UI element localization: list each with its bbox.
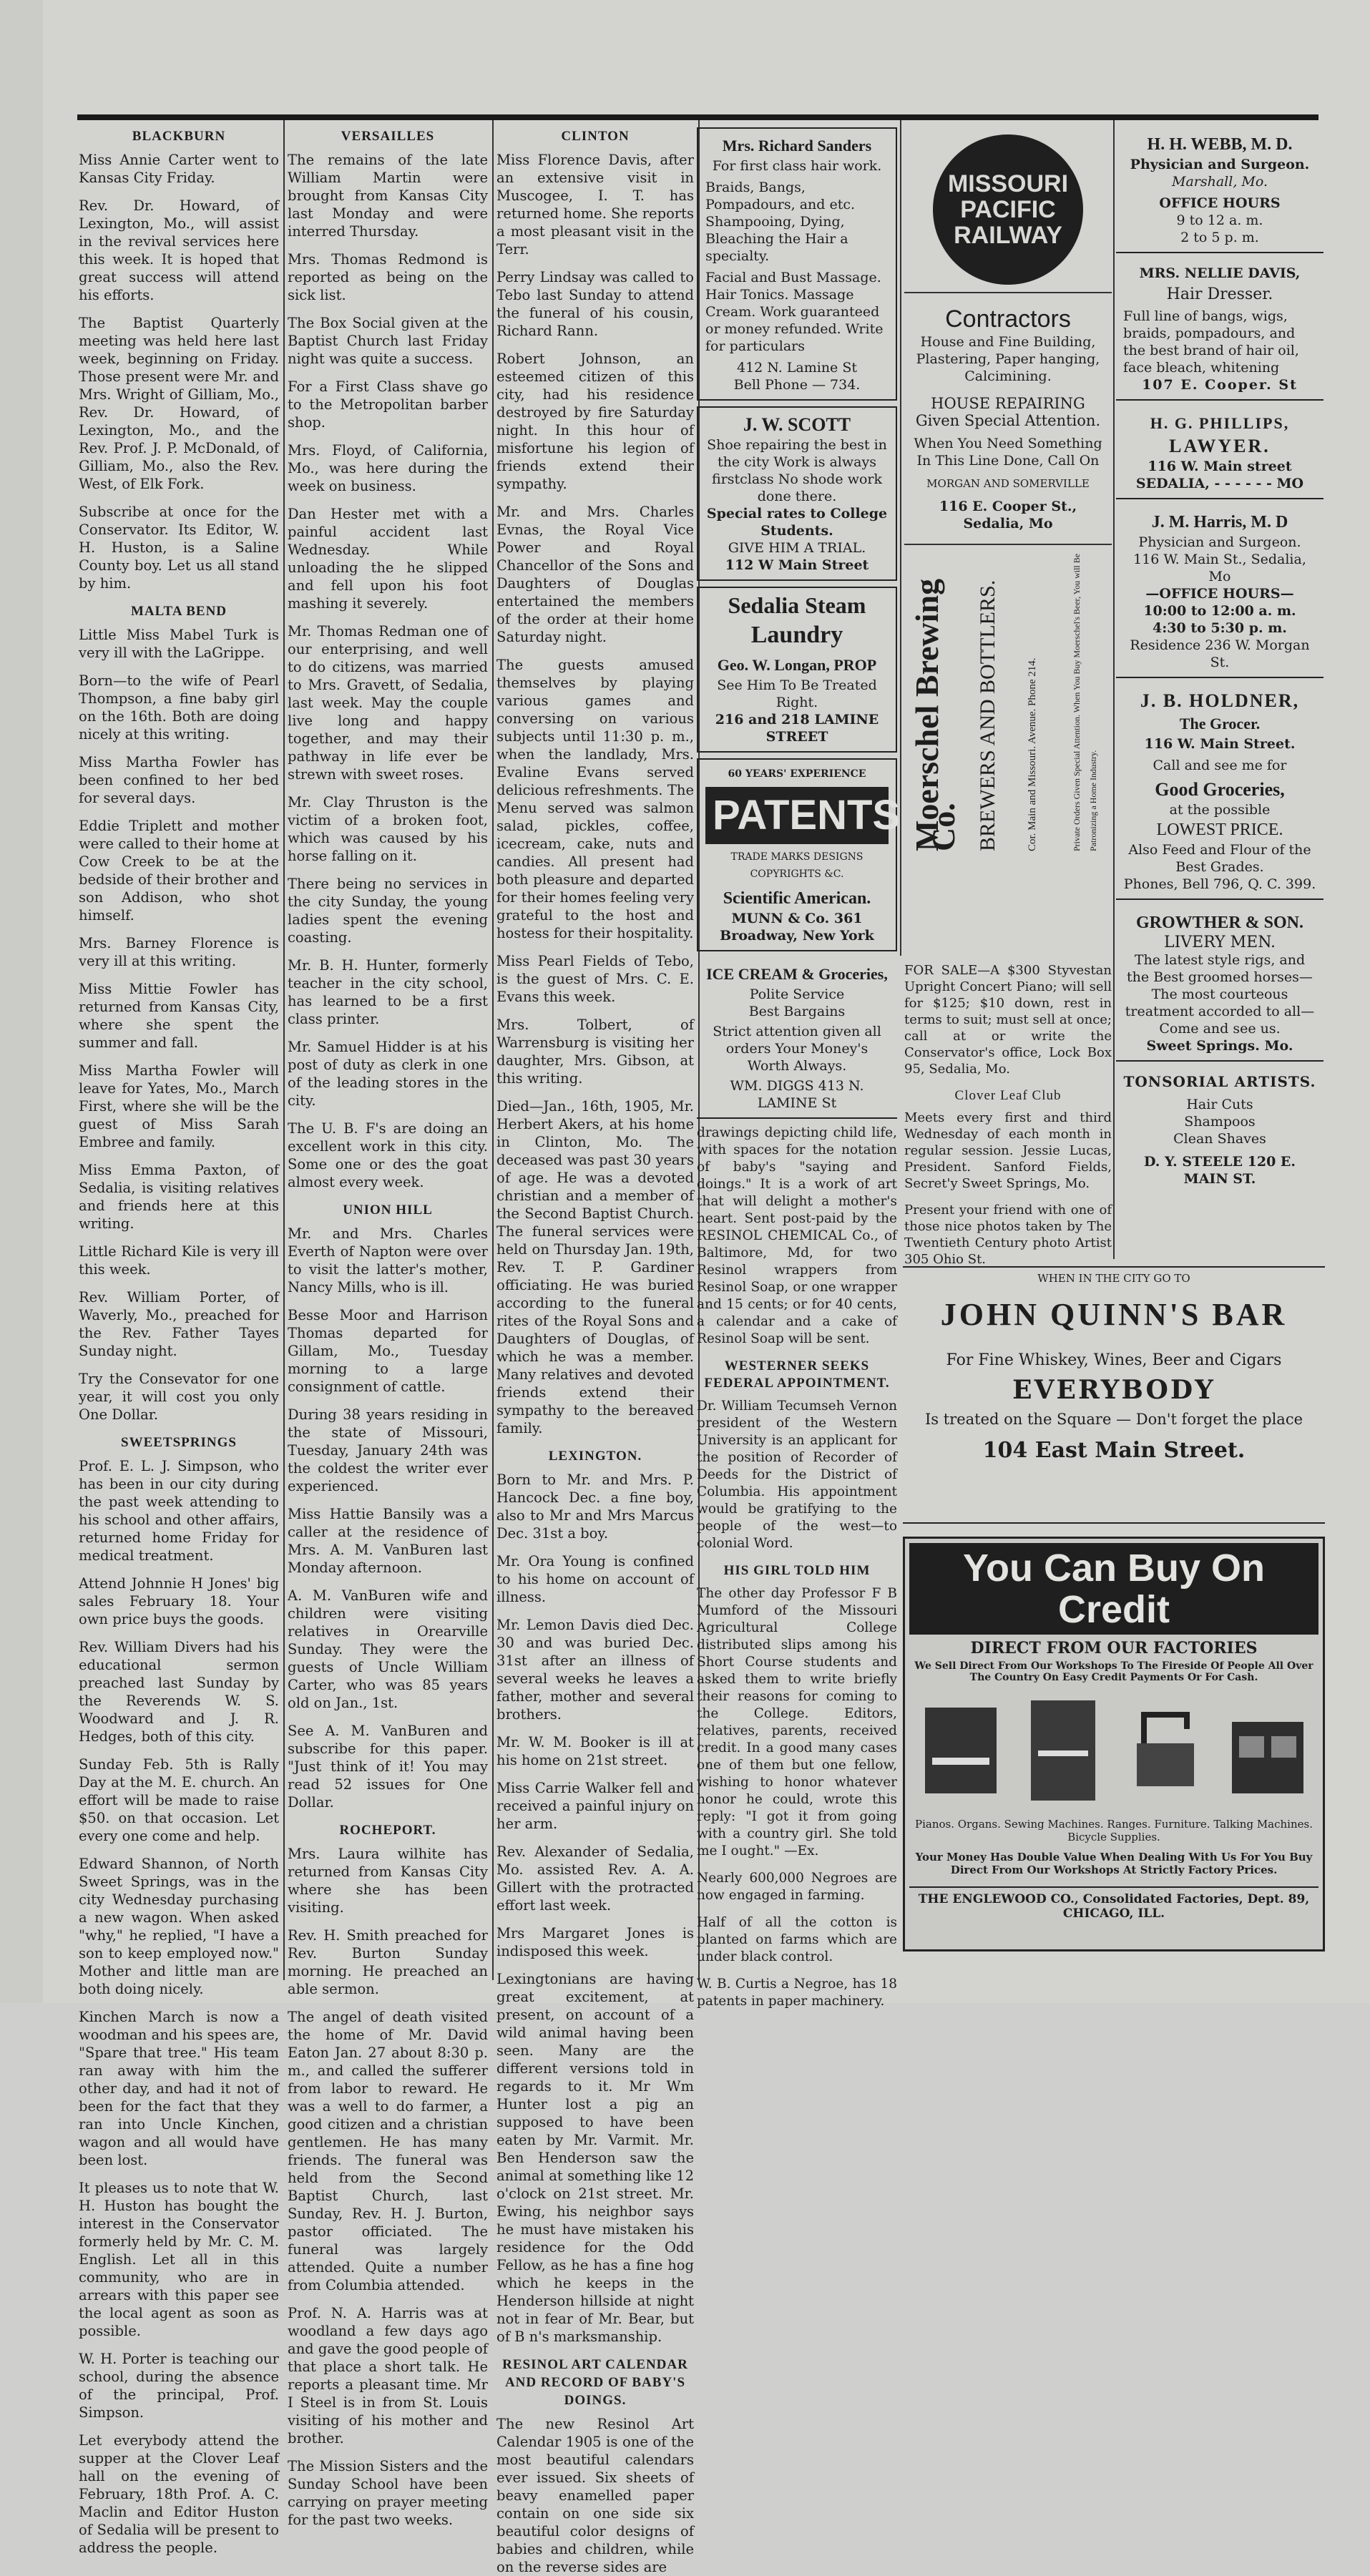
ad-text: For Fine Whiskey, Wines, Beer and Cigars <box>946 1351 1282 1369</box>
article-paragraph: Miss Mittie Fowler has returned from Kansas City, where she spent the summer and fall. <box>79 981 279 1051</box>
heading-union-hill: UNION HILL <box>343 1203 433 1218</box>
article-paragraph: Miss Martha Fowler has been confined to her bed for several days. <box>79 754 279 806</box>
article-paragraph: Eddie Triplett and mother were called to their home at Cow Creek to be at the bedside of their brother and son Addison, who shot himself. <box>79 818 279 924</box>
article-paragraph: Little Richard Kile is very ill this week. <box>79 1243 279 1278</box>
page-margin <box>0 0 43 2003</box>
article-paragraph: Miss Pearl Fields of Tebo, is the guest of Mrs. C. E. Evans this week. <box>496 953 694 1005</box>
article-paragraph: Miss Emma Paxton, of Sedalia, is visiting relatives and friends here at this writing. <box>79 1162 279 1232</box>
article-paragraph: W. H. Porter is teaching our school, during the absence of the principal, Prof. Simpson. <box>79 2351 279 2421</box>
article-paragraph: It pleases us to note that W. H. Huston has bought the interest in the Conservator formerly held by Mr. C. M. English. Let all in this community, who are in arrears with this paper see the local agent as soon as possible. <box>79 2180 279 2339</box>
divider <box>904 544 1112 545</box>
article-paragraph: Mr. and Mrs. Charles Everth of Napton were over to visit the latter's mother, Nancy Mills, who is ill. <box>288 1225 488 1296</box>
ad-text: Your Money Has Double Value When Dealing With Us For You Buy Direct From Our Workshops At Strictly Factory Prices. <box>915 1851 1313 1876</box>
heading-malta-bend: MALTA BEND <box>130 604 227 619</box>
ad-text: Polite Service <box>749 986 845 1002</box>
heading-resinol-calendar: RESINOL ART CALENDAR AND RECORD OF BABY'S DOINGS. <box>502 2357 688 2408</box>
article-paragraph: Died—Jan., 16th, 1905, Mr. Herbert Akers, at his home in Clinton, Mo. The deceased was past 30 years of age. He was a devoted christian and a member of the Second Baptist Church. The funeral services were held on Thursday Jan. 19th, Rev. T. P. Gardiner officiating. He was buried according to the funeral rites of the Royal Sons and Daughters of Douglas, of which he was a member. Many relatives and devoted friends extend their sympathy to the bereaved family. <box>496 1098 694 1436</box>
article-paragraph: W. B. Curtis a Negroe, has 18 patents in paper machinery. <box>697 1977 897 2009</box>
ad-text: Is treated on the Square — Don't forget the place <box>924 1411 1303 1428</box>
ad-text: Physician and Surgeon. <box>1138 534 1301 550</box>
ad-text: 2 to 5 p. m. <box>1180 230 1259 245</box>
article-paragraph: Attend Johnnie H Jones' big sales February 18. Your own price buys the goods. <box>79 1575 279 1627</box>
ad-text: Hair Cuts <box>1186 1097 1253 1112</box>
heading-clover-leaf: Clover Leaf Club <box>954 1088 1062 1103</box>
ad-text: Also Feed and Flour of the Best Grades. <box>1128 842 1311 875</box>
article-paragraph: During 38 years residing in the state of Missouri, Tuesday, January 24th was the coldest the writer ever experienced. <box>288 1406 488 1494</box>
ad-text: THE ENGLEWOOD CO., Consolidated Factories, Dept. 89, CHICAGO, ILL. <box>909 1886 1318 1921</box>
ad-title: H. H. WEBB, M. D. <box>1147 135 1293 154</box>
ad-text: LIVERY MEN. <box>1163 934 1276 951</box>
ad-text: Best Bargains <box>748 1004 846 1019</box>
ad-text: Phones, Bell 796, Q. C. 399. <box>1123 876 1316 892</box>
article-paragraph: Rev. H. Smith preached for Rev. Burton Sunday morning. He preached an able sermon. <box>288 1927 488 1997</box>
article-paragraph: Try the Consevator for one year, it will cost you only One Dollar. <box>79 1371 279 1423</box>
ad-text: Physician and Surgeon. <box>1130 157 1310 172</box>
ad-text: We Sell Direct From Our Workshops To The Fireside Of People All Over The Country On Easy Credit Payments Or For Cash. <box>914 1660 1313 1683</box>
heading-his-girl: HIS GIRL TOLD HIM <box>723 1563 871 1578</box>
article-paragraph: Rev. Dr. Howard, of Lexington, Mo., will assist in the revival services here this week. It is hoped that great success will attend his efforts. <box>79 197 279 303</box>
ad-text: Pianos. Organs. Sewing Machines. Ranges. Furniture. Talking Machines. Bicycle Supplies. <box>914 1818 1313 1843</box>
article-paragraph: Kinchen March is now a woodman and his spees are, "Spare that tree." His team ran away with him the other day, and had it not of been for the fact that they ran into Uncle Kinchen, wagon and all would have been lost. <box>79 2009 279 2168</box>
ad-text: 104 East Main Street. <box>982 1438 1246 1463</box>
article-paragraph: Mrs. Laura wilhite has returned from Kansas City where she has been visiting. <box>288 1846 488 1916</box>
article-paragraph: Present your friend with one of those nice photos taken by The Twentieth Century photo Artist 305 Ohio St. <box>904 1203 1112 1267</box>
ad-title: Contractors <box>945 305 1071 333</box>
column-6 <box>1116 127 1323 1265</box>
article-paragraph: The remains of the late William Martin were brought from Kansas City last Monday and were interred Thursday. <box>288 152 488 240</box>
ad-title: Moerschel Brewing Co. <box>908 578 962 851</box>
ad-text: Bell Phone — 734. <box>733 377 861 393</box>
ad-contractors <box>904 299 1112 538</box>
ad-text: WHEN IN THE CITY GO TO <box>1037 1272 1190 1285</box>
ad-webb <box>1116 127 1323 253</box>
ad-text: D. Y. STEELE 120 E. MAIN ST. <box>1143 1154 1296 1187</box>
article-paragraph: Mr. Clay Thruston is the victim of a broken foot, which was caused by his horse falling on it. <box>288 794 488 864</box>
column-3 <box>496 127 694 2575</box>
ad-text: 4:30 to 5:30 p. m. <box>1153 620 1287 636</box>
ad-text: Scientific American. <box>723 889 871 908</box>
ad-text: MORGAN AND SOMERVILLE <box>926 477 1090 490</box>
article-paragraph: Prof. E. L. J. Simpson, who has been in our city during the past week attending to his school and other affairs, returned home Friday for medical treatment. <box>79 1458 279 1564</box>
organ-icon <box>1020 1693 1106 1808</box>
article-paragraph: Miss Hattie Bansily was a caller at the residence of Mrs. A. M. VanBuren last Monday afternoon. <box>288 1506 488 1576</box>
article-paragraph: Subscribe at once for the Conservator. Its Editor, W. H. Huston, is a Saline County boy. Let us all stand by him. <box>79 504 279 592</box>
column-5 <box>904 127 1112 971</box>
article-paragraph: Lexingtonians are having great excitement, at present, on account of a wild animal having been seen. Many are the different versions told in regards to it. Mr Wm Hunter lost a pig an supposed to have been eaten by Mr. Varmit. Mr. Ben Henderson saw the animal at something like 12 o'clock on 21st street. Mr. Ewing, his neighbor says he must have mistaken his residence for the Odd Fellow, as he has a fine hog which he keeps in the Henderson hillside at night not in fear of Mr. Bear, but of B n's marksmanship. <box>496 1971 694 2345</box>
article-paragraph: The U. B. F's are doing an excellent work in this city. Some one or des the goat almost every week. <box>288 1120 488 1190</box>
ad-ice-cream <box>697 957 897 1119</box>
ad-text: —OFFICE HOURS— <box>1145 586 1294 602</box>
ad-title: Mrs. Richard Sanders <box>722 137 872 155</box>
patents-logo: PATENTS <box>705 787 889 844</box>
ad-text: Good Groceries, <box>1155 779 1285 800</box>
column-divider <box>492 120 494 1980</box>
ad-text: OFFICE HOURS <box>1159 195 1281 211</box>
article-paragraph: Half of all the cotton is planted on farms which are under black control. <box>697 1915 897 1964</box>
column-4 <box>697 127 901 2009</box>
ad-text: 412 N. Lamine St <box>736 360 857 376</box>
product-illustrations <box>909 1693 1318 1808</box>
ad-text: Special rates to College Students. <box>706 506 888 539</box>
article-paragraph: The other day Professor F B Mumford of the Missouri Agricultural College distributed slips among his Short Course students and asked them to write briefly their reasons for coming to the College. Editors, relatives, parents, received credit. In a good many cases one of them but one fellow, wishing to honor whatever honor he could, wrote this reply: "I got it from going with a country girl. She told me I ought." —Ex. <box>697 1586 897 1858</box>
article-paragraph: The new Resinol Art Calendar 1905 is one of the most beautiful calendars ever issued. Six sheets of beavy enamelled paper contain on one side six beautiful color designs of babies and children, while on the reverse sides are <box>496 2416 694 2575</box>
article-paragraph: The Box Social given at the Baptist Church last Friday night was quite a success. <box>288 315 488 367</box>
article-paragraph: Let everybody attend the supper at the Clover Leaf hall on the evening of February, 18th Prof. A. C. Maclin and Editor Huston of Sedalia will be present to address the people. <box>79 2432 279 2556</box>
article-paragraph: Mrs. Thomas Redmond is reported as being on the sick list. <box>288 251 488 303</box>
heading-blackburn: BLACKBURN <box>132 129 226 144</box>
ad-text: Private Orders Given Special Attention. When You Buy Moerschel's Beer, You will Be Patronizing a Home Industry. <box>1072 553 1099 851</box>
ad-text: TRADE MARKS DESIGNS COPYRIGHTS &C. <box>730 851 863 880</box>
column-5-lower <box>904 962 1112 1277</box>
ad-quinns-bar <box>903 1266 1325 1524</box>
article-paragraph: The guests amused themselves by playing various games and conversing on various subjects until 11:30 p. m., when the landlady, Mrs. Evaline Evans served delicious refreshments. The Menu served was salmon salad, pickles, coffee, icecream, cake, nuts and candies. All present had both pleasure and departed for their homes feeling very grateful to the host and hostess for their hospitality. <box>496 657 694 941</box>
article-paragraph: Rev. William Divers had his educational sermon preached last Sunday by the Reverends W. S. Woodward and J. R. Hedges, both of this city. <box>79 1639 279 1745</box>
ad-text: 116 E. Cooper St., Sedalia, Mo <box>939 499 1077 532</box>
ad-title: You Can Buy On Credit <box>909 1543 1318 1635</box>
ad-title: GROWTHER & SON. <box>1135 914 1304 932</box>
article-paragraph: Dr. William Tecumseh Vernon president of the Western University is an applicant for the position of Recorder of Deeds for the District of Columbia. His appointment would be gratifying to the people of the west—to colonial Word. <box>697 1399 897 1551</box>
article-paragraph: Mrs. Floyd, of California, Mo., was here during the week on business. <box>288 442 488 494</box>
article-paragraph: A. M. VanBuren wife and children were visiting relatives in Orearville Sunday. They were the guests of Uncle William Carter, who was 85 years old on Jan., 1st. <box>288 1587 488 1711</box>
ad-text: See Him To Be Treated Right. <box>717 677 877 710</box>
column-divider <box>900 120 901 956</box>
ad-sedalia-laundry <box>697 587 897 753</box>
ad-text: 116 W. Main Street. <box>1144 736 1296 752</box>
ad-text: 10:00 to 12:00 a. m. <box>1143 603 1296 619</box>
article-paragraph: For a First Class shave go to the Metropolitan barber shop. <box>288 378 488 431</box>
article-paragraph: Mr. Ora Young is confined to his home on account of illness. <box>496 1553 694 1605</box>
ad-text: Shampoos <box>1184 1114 1256 1130</box>
article-paragraph: Miss Florence Davis, after an extensive visit in Muscogee, I. T. has returned home. She reports a most pleasant visit in the Terr. <box>496 152 694 258</box>
ad-title: J. W. SCOTT <box>743 414 851 435</box>
ad-text: Given Special Attention. <box>915 412 1101 429</box>
ad-title: Sedalia Steam <box>728 592 866 618</box>
article-paragraph: Mrs. Barney Florence is very ill at this writing. <box>79 935 279 969</box>
ad-holdner <box>1116 684 1323 900</box>
ad-title: TONSORIAL ARTISTS. <box>1123 1073 1316 1090</box>
railway-logo <box>933 134 1083 285</box>
ad-text: When You Need Something In This Line Done, Call On <box>914 436 1102 469</box>
column-2 <box>288 127 488 2528</box>
column-1 <box>79 127 279 2556</box>
sewing-machine-icon <box>1122 1693 1208 1808</box>
article-paragraph: Mr. B. H. Hunter, formerly teacher in the city school, has learned to be a first class printer. <box>288 957 488 1027</box>
ad-text: 216 and 218 LAMINE STREET <box>715 712 879 745</box>
column-divider <box>283 120 285 1980</box>
ad-text: Geo. W. Longan, PROP <box>717 656 877 674</box>
heading-clinton: CLINTON <box>561 129 630 144</box>
article-paragraph: Meets every first and third Wednesday of each month in regular session. Jessie Lucas, President. Sanford Fields, Secret'y Sweet Springs, Mo. <box>904 1110 1112 1191</box>
article-paragraph: See A. M. VanBuren and subscribe for this paper. "Just think of it! You may read 52 issues for One Dollar. <box>288 1723 488 1811</box>
article-paragraph: The Baptist Quarterly meeting was held here last week, beginning on Friday. Those present were Mr. and Mrs. Wright of Gilliam, Mo., Rev. Dr. Howard, of Lexington, Mo., and the Rev. Prof. J. P. McDonald, of Gilliam, Mo., also the Rev. West, of Elk Fork. <box>79 315 279 492</box>
article-paragraph: Edward Shannon, of North Sweet Springs, was in the city Wednesday purchasing a new wagon. When asked "why," he replied, "I have a son to keep employed now." Mother and little man are both doing nicely. <box>79 1856 279 1997</box>
article-paragraph: Rev. William Porter, of Waverly, Mo., preached for the Rev. Father Tayes Sunday night. <box>79 1289 279 1359</box>
article-paragraph: Little Miss Mabel Turk is very ill with the LaGrippe. <box>79 627 279 661</box>
ad-text: 9 to 12 a. m. <box>1176 212 1263 228</box>
article-paragraph: FOR SALE—A $300 Styvestan Upright Concert Piano; will sell for $125; $10 down, rest in terms to suit; must sell at once; call at or write the Conservator's office, Lock Box 95, Sedalia, Mo. <box>904 963 1112 1077</box>
ad-title: H. G. PHILLIPS, <box>1150 414 1290 432</box>
top-rule <box>77 114 1318 120</box>
heading-sweetsprings: SWEETSPRINGS <box>121 1435 237 1450</box>
ad-text: EVERYBODY <box>1012 1375 1215 1405</box>
ad-sanders-hair <box>697 127 897 401</box>
article-paragraph: Mrs. Tolbert, of Warrensburg is visiting her daughter, Mrs. Gibson, at this writing. <box>496 1017 694 1087</box>
article-paragraph: There being no services in the city Sunday, the young ladies spent the evening coasting. <box>288 876 488 946</box>
ad-text: Shoe repairing the best in the city Work is always firstclass No shode work done there. <box>707 437 887 504</box>
ad-text: Cor. Main and Missouri. Avenue. Phone 214. <box>1026 657 1038 851</box>
article-paragraph: Rev. Alexander of Sedalia, Mo. assisted Rev. A. A. Gillert with the protracted effort last week. <box>496 1843 694 1914</box>
ad-text: House and Fine Building, Plastering, Paper hanging, Calcimining. <box>916 334 1100 384</box>
article-paragraph: Mrs Margaret Jones is indisposed this week. <box>496 1925 694 1959</box>
ad-text: BREWERS AND BOTTLERS. <box>976 579 1000 851</box>
ad-text: For first class hair work. <box>712 158 882 174</box>
ad-title: LAWYER. <box>1169 436 1271 456</box>
ad-patents <box>697 758 901 951</box>
article-paragraph: Mr. and Mrs. Charles Evnas, the Royal Vice Power and Royal Chancellor of the Sons and Daughters of Douglas entertained the members of the order at their home Saturday night. <box>496 504 694 645</box>
ad-text: Residence 236 W. Morgan St. <box>1130 637 1310 670</box>
article-paragraph: Miss Carrie Walker fell and received a painful injury on her arm. <box>496 1780 694 1832</box>
article-paragraph: Nearly 600,000 Negroes are now engaged in farming. <box>697 1871 897 1903</box>
ad-title: JOHN QUINN'S BAR <box>940 1297 1288 1332</box>
ad-text: The latest style rigs, and the Best groomed horses—The most courteous treatment accorded to all—Come and see us. <box>1125 952 1315 1037</box>
article-paragraph: Mr. W. M. Booker is ill at his home on 21st street. <box>496 1734 694 1768</box>
heading-versailles: VERSAILLES <box>341 129 435 144</box>
article-paragraph: The angel of death visited the home of Mr. David Eaton Jan. 27 about 8:30 p. m., and called the sufferer from labor to reward. He was a well to do farmer, a good citizen and a christian gentlemen. He has many friends. The funeral was held from the Second Baptist Church, last Sunday, Rev. H. J. Burton, pastor officiated. The funeral was largely attended. Quite a number from Columbia attended. <box>288 2009 488 2293</box>
ad-tonsorial <box>1116 1067 1323 1193</box>
heading-westerner: WESTERNER SEEKS FEDERAL APPOINTMENT. <box>704 1358 890 1391</box>
ad-harris <box>1116 505 1323 678</box>
ad-englewood-credit <box>903 1537 1325 1951</box>
article-paragraph: Miss Martha Fowler will leave for Yates, Mo., March First, where she will be the guest of Miss Sarah Embree and family. <box>79 1062 279 1150</box>
article-paragraph: Dan Hester met with a painful accident last Wednesday. While unloading the he slipped and fell upon his foot mashing it severely. <box>288 506 488 612</box>
column-divider <box>1113 120 1115 1259</box>
ad-text: SEDALIA, - - - - - - MO <box>1135 476 1304 491</box>
ad-text: Sweet Springs. Mo. <box>1146 1038 1293 1054</box>
ad-nellie-davis <box>1116 259 1323 401</box>
article-paragraph: Robert Johnson, an esteemed citizen of this city, had his residence destroyed by fire Saturday night. In this hour of misfortune his legion of friends extend their sympathy. <box>496 351 694 492</box>
article-paragraph: drawings depicting child life, with spaces for the notation of baby's "saying and doings." It is a work of art that will delight a mother's heart. Sent post-paid by the RESINOL CHEMICAL Co., of Baltimore, Md, for two Resinol wrappers from Resinol Soap, or one wrapper and 15 cents; or for 40 cents, a calendar and a cake of Resinol Soap will be sent. <box>697 1125 897 1346</box>
article-paragraph: Mr. Lemon Davis died Dec. 30 and was buried Dec. 31st after an illness of several weeks he leaves a father, mother and several brothers. <box>496 1617 694 1723</box>
article-paragraph: Born—to the wife of Pearl Thompson, a fine baby girl on the 16th. Both are doing nicely at this writing. <box>79 672 279 743</box>
ad-text: 116 W. Main street <box>1148 459 1292 474</box>
article-paragraph: Sunday Feb. 5th is Rally Day at the M. E. church. An effort will be made to raise $50. on that occasion. Let every one come and help. <box>79 1756 279 1844</box>
ad-text: Clean Shaves <box>1173 1131 1266 1147</box>
ad-title: J. B. HOLDNER, <box>1140 690 1300 711</box>
ad-text: LOWEST PRICE. <box>1156 821 1283 839</box>
ad-text: DIRECT FROM OUR FACTORIES <box>970 1639 1258 1657</box>
ad-jw-scott <box>697 406 897 581</box>
piano-icon <box>918 1693 1004 1808</box>
ad-text: Marshall, Mo. <box>1171 174 1268 190</box>
ad-title: ICE CREAM & Groceries, <box>706 965 888 983</box>
ad-text: Braids, Bangs, Pompadours, and etc. Shampooing, Dying, Bleaching the Hair a specialty. <box>705 180 856 264</box>
article-paragraph: The Mission Sisters and the Sunday School have been carrying on prayer meeting for the past two weeks. <box>288 2458 488 2528</box>
ad-title: Laundry <box>750 622 843 648</box>
article-paragraph: Miss Annie Carter went to Kansas City Friday. <box>79 152 279 186</box>
ad-text: 116 W. Main St., Sedalia, Mo <box>1133 552 1306 584</box>
article-paragraph: Born to Mr. and Mrs. P. Hancock Dec. a fine boy, also to Mr and Mrs Marcus Dec. 31st a boy. <box>496 1471 694 1542</box>
ad-text: Strict attention given all orders Your Money's Worth Always. <box>713 1024 881 1074</box>
range-stove-icon <box>1225 1693 1311 1808</box>
ad-phillips <box>1116 406 1323 499</box>
ad-text: 60 YEARS' EXPERIENCE <box>728 768 866 780</box>
article-paragraph: Prof. N. A. Harris was at woodland a few days ago and gave the good people of that place a short talk. He reports a pleasant time. Mr I Steel is in from St. Louis visiting of his mother and brother. <box>288 2305 488 2447</box>
ad-text: at the possible <box>1169 802 1271 818</box>
article-paragraph: Perry Lindsay was called to Tebo last Sunday to attend the funeral of his cousin, Richard Rann. <box>496 269 694 339</box>
ad-text: The Grocer. <box>1179 715 1261 733</box>
article-paragraph: Mr. Samuel Hidder is at his post of duty as clerk in one of the leading stores in the city. <box>288 1039 488 1109</box>
ad-title: J. M. Harris, M. D <box>1151 513 1288 532</box>
article-paragraph: Besse Moor and Harrison Thomas departed for Gillam, Mo., Tuesday morning to a large consignment of cattle. <box>288 1307 488 1395</box>
heading-lexington: LEXINGTON. <box>548 1449 642 1464</box>
ad-text: 112 W Main Street <box>725 557 869 573</box>
ad-growther <box>1116 906 1323 1062</box>
railway-logo-text: MISSOURI PACIFIC RAILWAY <box>947 170 1069 249</box>
divider <box>904 292 1112 293</box>
ad-text: HOUSE REPAIRING <box>931 395 1085 412</box>
heading-rocheport: ROCHEPORT. <box>339 1823 436 1838</box>
article-paragraph: Mr. Thomas Redman one of our enterprising, and well to do citizens, was married to Mrs. Gravett, of Sedalia, last week. May the couple live long and happy together, and may their pathway in life ever be strewn with sweet roses. <box>288 623 488 783</box>
ad-moerschel <box>904 551 1112 851</box>
ad-text: Full line of bangs, wigs, braids, pompadours, and the best brand of hair oil, face bleach, whitening <box>1123 308 1299 376</box>
ad-text: WM. DIGGS 413 N. LAMINE St <box>730 1078 864 1111</box>
ad-text: 107 E. Cooper. St <box>1142 377 1298 393</box>
ad-text: Facial and Bust Massage. Hair Tonics. Massage Cream. Work guaranteed or money refunded. Write for particulars <box>705 270 884 354</box>
ad-text: Hair Dresser. <box>1166 285 1273 303</box>
ad-text: MUNN & Co. 361 Broadway, New York <box>720 911 874 944</box>
ad-text: Call and see me for <box>1153 758 1287 773</box>
ad-text: GIVE HIM A TRIAL. <box>728 540 866 556</box>
ad-title: MRS. NELLIE DAVIS, <box>1139 265 1301 281</box>
